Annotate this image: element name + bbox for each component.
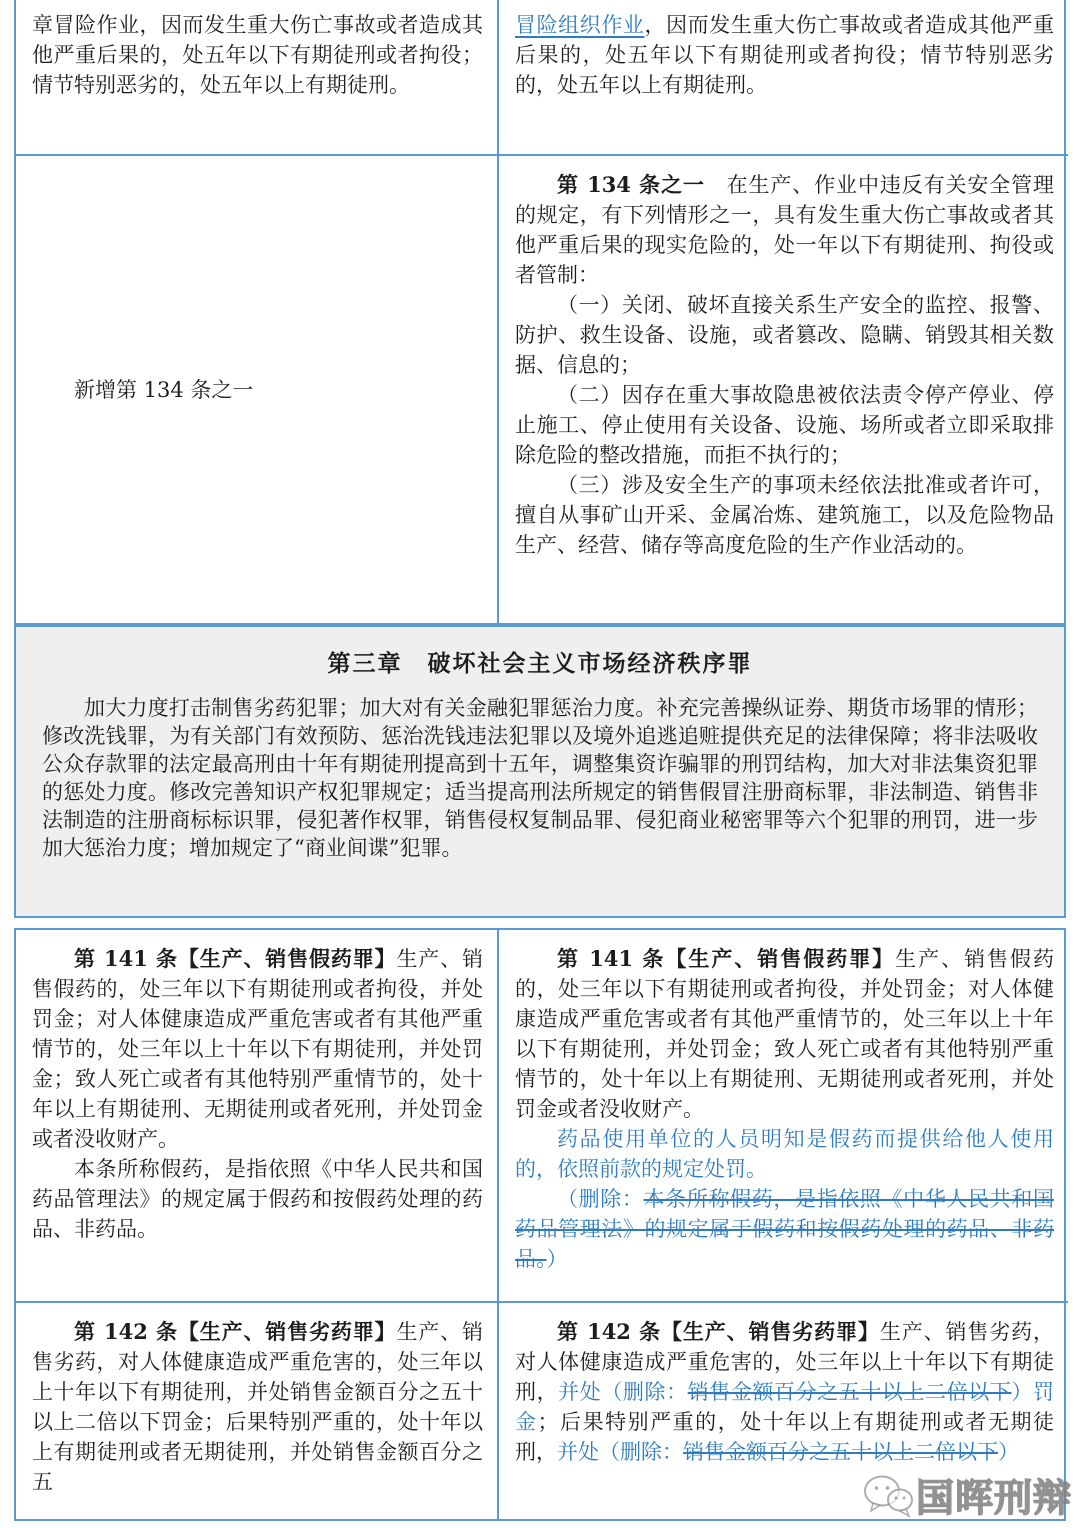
- comparison-table-bottom: [14, 928, 1066, 1521]
- cell-new-article-134-1: [499, 156, 1068, 623]
- paragraph: （删除：本条所称假药，是指依照《中华人民共和国药品管理法》的规定属于假药和按假药处理的药品、非药品。）: [515, 1187, 1054, 1271]
- paragraph: 第 141 条【生产、销售假药罪】生产、销售假药的，处三年以下有期徒刑或者拘役，并处罚金；对人体健康造成严重危害或者有其他严重情节的，处三年以上十年以下有期徒刑，并处罚金；致人死亡或者有其他特别严重情节的，处十年以上有期徒刑、无期徒刑或者死刑，并处罚金或者没收财产。: [32, 946, 484, 1151]
- paragraph: 第 141 条【生产、销售假药罪】生产、销售假药的，处三年以下有期徒刑或者拘役，并处罚金；对人体健康造成严重危害或者有其他严重情节的，处三年以上十年以下有期徒刑，并处罚金；致人死亡或者有其他特别严重情节的，处十年以上有期徒刑、无期徒刑或者死刑，并处罚金或者没收财产。: [515, 946, 1054, 1121]
- new-article-label: 新增第 134 条之一: [74, 377, 254, 402]
- cell-old-article-141: [16, 930, 499, 1303]
- chapter-3-title: 第三章 破坏社会主义市场经济秩序罪: [327, 650, 753, 677]
- paragraph: 冒险组织作业，因而发生重大伤亡事故或者造成其他严重后果的，处五年以下有期徒刑或者拘役；情节特别恶劣的，处五年以上有期徒刑。: [515, 13, 1054, 97]
- paragraph: 本条所称假药，是指依照《中华人民共和国药品管理法》的规定属于假药和按假药处理的药品、非药品。: [32, 1157, 483, 1241]
- paragraph: 药品使用单位的人员明知是假药而提供给他人使用的，依照前款的规定处罚。: [515, 1127, 1054, 1181]
- cell-old-text-row1: [16, 0, 499, 156]
- comparison-table-top: [14, 0, 1066, 625]
- paragraph: （一）关闭、破坏直接关系生产安全的监控、报警、防护、救生设备、设施，或者篡改、隐瞒、销毁其相关数据、信息的；: [515, 293, 1054, 377]
- paragraph: 第 134 条之一 在生产、作业中违反有关安全管理的规定，有下列情形之一，具有发生重大伤亡事故或者其他严重后果的现实危险的，处一年以下有期徒刑、拘役或者管制：: [515, 172, 1055, 287]
- cell-label-new-article-134-1: [16, 156, 499, 623]
- cell-old-article-142: [16, 1303, 499, 1519]
- paragraph: （三）涉及安全生产的事项未经依法批准或者许可，擅自从事矿山开采、金属冶炼、建筑施工，以及危险物品生产、经营、储存等高度危险的生产作业活动的。: [515, 473, 1054, 557]
- cell-new-article-142: [499, 1303, 1068, 1519]
- paragraph: 第 142 条【生产、销售劣药罪】生产、销售劣药，对人体健康造成严重危害的，处三年以上十年以下有期徒刑，并处销售金额百分之五十以上二倍以下罚金；后果特别严重的，处十年以上有期徒刑或者无期徒刑，并处销售金额百分之五: [32, 1319, 484, 1494]
- cell-new-article-141: [499, 930, 1068, 1303]
- paragraph: 章冒险作业，因而发生重大伤亡事故或者造成其他严重后果的，处五年以下有期徒刑或者拘役；情节特别恶劣的，处五年以上有期徒刑。: [32, 13, 483, 97]
- section-chapter-3: [14, 625, 1066, 918]
- cell-new-text-row1: [499, 0, 1068, 156]
- paragraph: （二）因存在重大事故隐患被依法责令停产停业、停止施工、停止使用有关设备、设施、场所或者立即采取排除危险的整改措施，而拒不执行的；: [515, 383, 1054, 467]
- chapter-3-summary: 加大力度打击制售劣药犯罪；加大对有关金融犯罪惩治力度。补充完善操纵证券、期货市场罪的情形；修改洗钱罪，为有关部门有效预防、惩治洗钱违法犯罪以及境外追逃追赃提供充足的法律保障；将非法吸收公众存款罪的法定最高刑由十年有期徒刑提高到十五年，调整集资诈骗罪的刑罚结构，加大对非法集资犯罪的惩处力度。修改完善知识产权犯罪规定；适当提高刑法所规定的销售假冒注册商标罪，非法制造、销售非法制造的注册商标标识罪，侵犯著作权罪，销售侵权复制品罪、侵犯商业秘密罪等六个犯罪的刑罚，进一步加大惩治力度；增加规定了“商业间谍”犯罪。: [42, 696, 1038, 860]
- watermark-text: 国晖刑辩: [915, 1476, 1072, 1520]
- paragraph: 第 142 条【生产、销售劣药罪】生产、销售劣药，对人体健康造成严重危害的，处三年以上十年以下有期徒刑，并处（删除：销售金额百分之五十以上二倍以下）罚金；后果特别严重的，处十年以上有期徒刑或者无期徒刑，并处（删除：销售金额百分之五十以上二倍以下）: [515, 1319, 1055, 1464]
